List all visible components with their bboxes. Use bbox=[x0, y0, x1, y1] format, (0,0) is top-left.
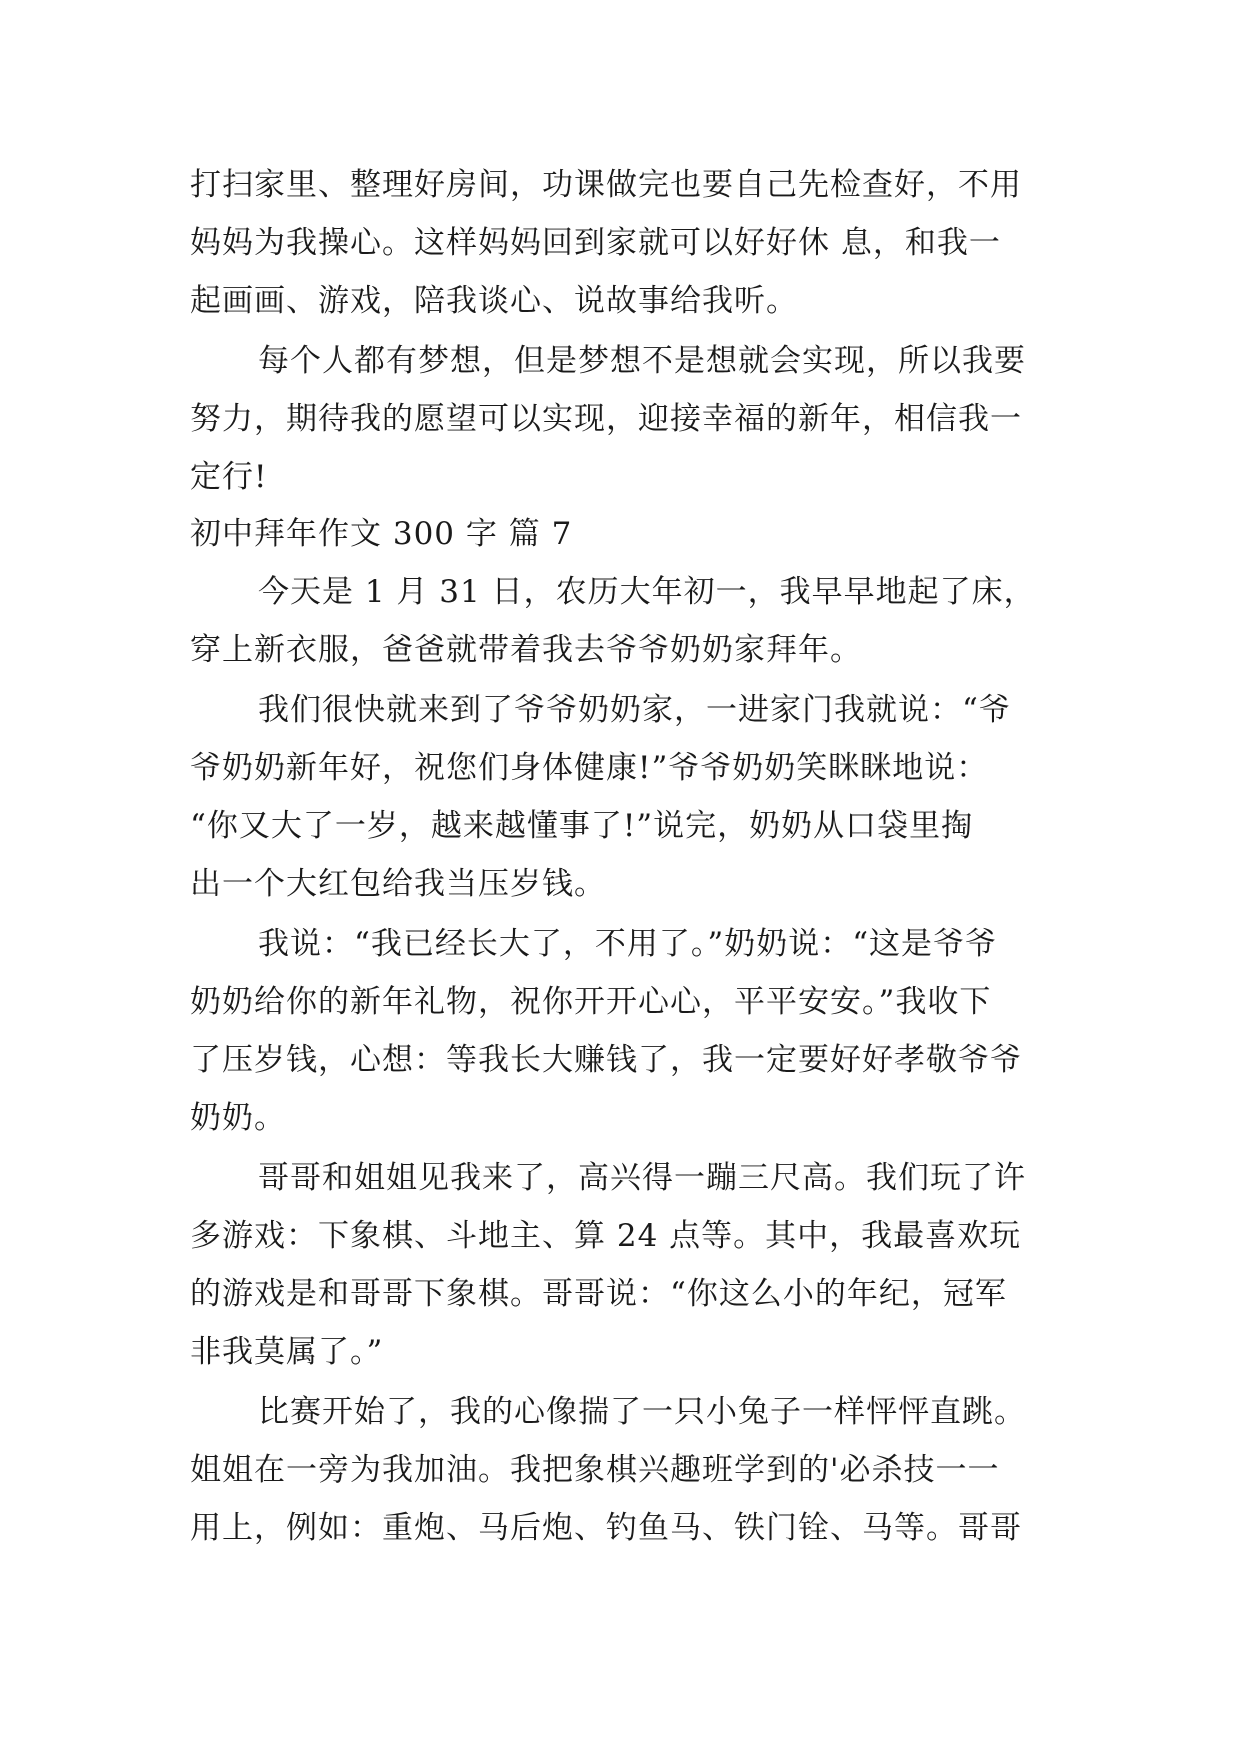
text-line: 多游戏：下象棋、斗地主、算 24 点等。其中，我最喜欢玩 bbox=[190, 1218, 1022, 1254]
paragraph-first-line: 我们很快就来到了爷爷奶奶家，一进家门我就说：“爷 bbox=[258, 692, 1011, 728]
text-line: 打扫家里、整理好房间，功课做完也要自己先检查好，不用 bbox=[190, 167, 1022, 203]
text-line: 穿上新衣服，爸爸就带着我去爷爷奶奶家拜年。 bbox=[190, 632, 862, 668]
text-line: 奶奶。 bbox=[190, 1100, 286, 1136]
paragraph-first-line: 比赛开始了，我的心像揣了一只小兔子一样怦怦直跳。 bbox=[258, 1394, 1026, 1430]
text-line: 的游戏是和哥哥下象棋。哥哥说：“你这么小的年纪，冠军 bbox=[190, 1276, 1007, 1312]
paragraph-first-line: 哥哥和姐姐见我来了，高兴得一蹦三尺高。我们玩了许 bbox=[258, 1160, 1026, 1196]
text-line: 起画画、游戏，陪我谈心、说故事给我听。 bbox=[190, 283, 798, 319]
text-line: 努力，期待我的愿望可以实现，迎接幸福的新年，相信我一 bbox=[190, 401, 1022, 437]
section-heading: 初中拜年作文 300 字 篇 7 bbox=[190, 516, 573, 552]
paragraph-first-line: 每个人都有梦想，但是梦想不是想就会实现，所以我要 bbox=[258, 343, 1026, 379]
text-line: 了压岁钱，心想：等我长大赚钱了，我一定要好好孝敬爷爷 bbox=[190, 1042, 1022, 1078]
paragraph-first-line: 今天是 1 月 31 日，农历大年初一，我早早地起了床， bbox=[258, 574, 1036, 610]
text-line: 出一个大红包给我当压岁钱。 bbox=[190, 866, 606, 902]
text-line: 用上，例如：重炮、马后炮、钓鱼马、铁门铨、马等。哥哥 bbox=[190, 1510, 1022, 1546]
text-line: “你又大了一岁，越来越懂事了!”说完，奶奶从口袋里掏 bbox=[190, 808, 974, 844]
text-line: 非我莫属了。” bbox=[190, 1334, 384, 1370]
text-line: 定行! bbox=[190, 459, 268, 495]
text-line: 姐姐在一旁为我加油。我把象棋兴趣班学到的'必杀技一一 bbox=[190, 1452, 1000, 1488]
text-line: 爷奶奶新年好，祝您们身体健康!”爷爷奶奶笑眯眯地说： bbox=[190, 750, 989, 786]
paragraph-first-line: 我说：“我已经长大了，不用了。”奶奶说：“这是爷爷 bbox=[258, 926, 998, 962]
text-line: 奶奶给你的新年礼物，祝你开开心心，平平安安。”我收下 bbox=[190, 984, 992, 1020]
text-line: 妈妈为我操心。这样妈妈回到家就可以好好休 息，和我一 bbox=[190, 225, 1001, 261]
